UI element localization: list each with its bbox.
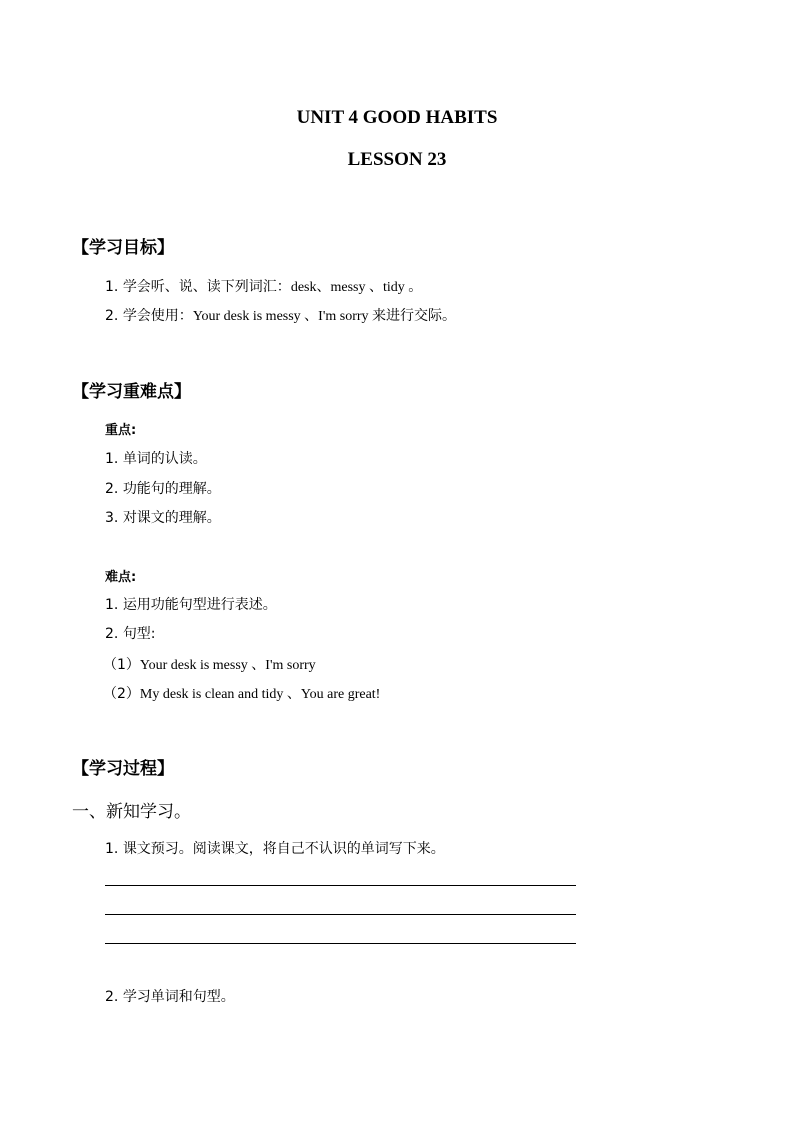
pattern-number: （1） (103, 657, 140, 673)
objective-text-en: desk、messy 、tidy 。 (290, 280, 423, 295)
objective-text-en: Your desk is messy 、I'm sorry (192, 309, 373, 324)
difficulty-number: 1. (105, 597, 119, 613)
focus-number: 1. (105, 451, 119, 467)
difficulty-text: 句型: (122, 626, 156, 642)
key-points-heading: 【学习重难点】 (72, 382, 191, 402)
objective-text-zh: 学会听、说、读下列词汇： (122, 279, 291, 295)
pattern-item-1 (103, 654, 316, 674)
difficulty-item-2 (105, 623, 156, 643)
focus-item-3 (105, 507, 221, 527)
objectives-heading: 【学习目标】 (72, 238, 174, 258)
step-text: 学习单词和句型。 (122, 989, 235, 1005)
lesson-title: LESSON 23 (347, 149, 447, 170)
focus-number: 3. (105, 510, 119, 526)
pattern-number: （2） (103, 686, 140, 702)
objective-number: 2. (105, 308, 119, 324)
difficulty-item-1 (105, 594, 277, 614)
step-2 (105, 986, 235, 1006)
objective-item-1 (105, 276, 422, 296)
objective-text-zh: 学会使用： (122, 308, 193, 324)
part1-title: 一、新知学习。 (72, 802, 191, 822)
step-text: 课文预习。阅读课文，将自己不认识的单词写下来。 (122, 841, 445, 857)
answer-line-1[interactable] (105, 885, 576, 886)
answer-line-2[interactable] (105, 914, 576, 915)
pattern-text: My desk is clean and tidy 、You are great! (139, 687, 381, 702)
focus-number: 2. (105, 481, 119, 497)
focus-item-1 (105, 448, 207, 468)
step-number: 2. (105, 989, 119, 1005)
unit-title: UNIT 4 GOOD HABITS (296, 107, 498, 128)
difficulty-number: 2. (105, 626, 119, 642)
focus-text: 对课文的理解。 (122, 510, 221, 526)
focus-text: 单词的认读。 (122, 451, 207, 467)
step-1 (105, 838, 445, 858)
focus-text: 功能句的理解。 (122, 481, 221, 497)
answer-line-3[interactable] (105, 943, 576, 944)
focus-item-2 (105, 478, 221, 498)
objective-text-zh-tail: 来进行交际。 (372, 308, 457, 324)
focus-label: 重点: (105, 423, 137, 438)
objective-number: 1. (105, 279, 119, 295)
process-heading: 【学习过程】 (72, 759, 174, 779)
difficulty-text: 运用功能句型进行表述。 (122, 597, 277, 613)
difficulty-label: 难点: (105, 570, 137, 585)
pattern-item-2 (103, 683, 380, 703)
pattern-text: Your desk is messy 、I'm sorry (139, 658, 316, 673)
objective-item-2 (105, 305, 456, 325)
step-number: 1. (105, 841, 119, 857)
